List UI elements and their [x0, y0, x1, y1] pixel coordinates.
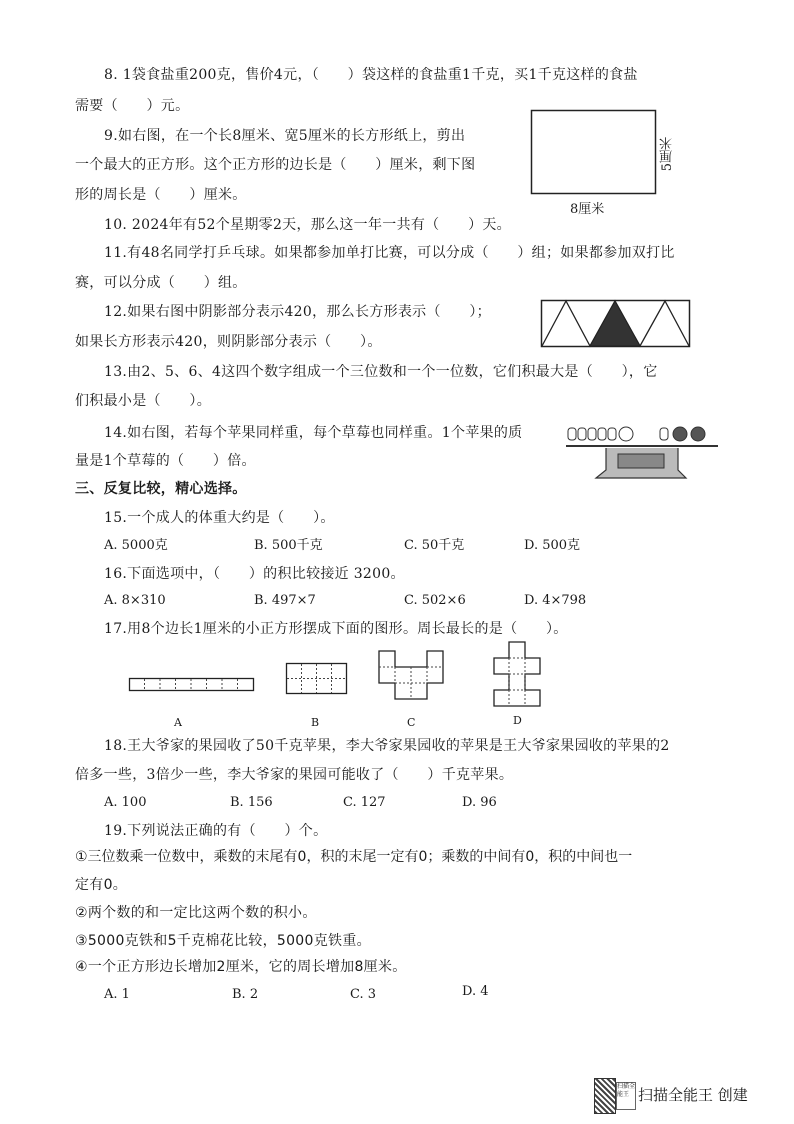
q14-balance-scale-figure	[566, 418, 722, 484]
q15-option-c: C. 50千克	[404, 538, 465, 553]
q16-option-b: B. 497×7	[254, 593, 316, 608]
q16-option-d: D. 4×798	[524, 593, 587, 608]
q19-statement-4: ④一个正方形边长增加2厘米，它的周长增加8厘米。	[75, 959, 407, 975]
q10-line: 10. 2024年有52个星期零2天，那么这一年一共有（ ）天。	[104, 217, 511, 233]
q17-figure-d	[493, 641, 541, 707]
q18-option-a: A. 100	[104, 795, 147, 810]
q13-line1: 13.由2、5、6、4这四个数字组成一个三位数和一个一位数，它们积最大是（ ），它	[104, 364, 658, 380]
q17-figure-a	[129, 678, 255, 692]
q16-option-c: C. 502×6	[404, 593, 466, 608]
q17-label-d: D	[513, 714, 522, 727]
q18-option-b: B. 156	[230, 795, 273, 810]
q19-option-b: B. 2	[232, 987, 259, 1002]
scanner-watermark	[594, 1078, 784, 1114]
q15-option-b: B. 500千克	[254, 538, 323, 553]
q19-statement-1b: 定有0。	[75, 877, 128, 893]
q19-statement-1a: ①三位数乘一位数中，乘数的末尾有0，积的末尾一定有0；乘数的中间有0，积的中间也一	[75, 849, 633, 865]
q19-line: 19.下列说法正确的有（ ）个。	[104, 823, 328, 839]
q16-line: 16.下面选项中，（ ）的积比较接近 3200。	[104, 566, 405, 582]
q17-label-b: B	[311, 716, 320, 729]
q15-line: 15.一个成人的体重大约是（ ）。	[104, 510, 335, 526]
q9-line3: 形的周长是（ ）厘米。	[75, 187, 247, 203]
q18-option-c: C. 127	[343, 795, 386, 810]
q19-statement-3: ③5000克铁和5千克棉花比较，5000克铁重。	[75, 933, 371, 949]
scanner-brand: 扫描全能王 创建	[638, 1086, 748, 1104]
q14-line1: 14.如右图，若每个苹果同样重，每个草莓也同样重。1个苹果的质	[104, 425, 523, 441]
q14-line2: 量是1个草莓的（ ）倍。	[75, 453, 256, 469]
q17-figure-c	[378, 650, 444, 700]
q9-line1: 9.如右图，在一个长8厘米、宽5厘米的长方形纸上，剪出	[104, 128, 466, 144]
qr-caption: 扫描全能王	[616, 1082, 636, 1110]
q13-line2: 们积最小是（ ）。	[75, 393, 211, 409]
q19-statement-2: ②两个数的和一定比这两个数的积小。	[75, 905, 317, 921]
q12-line1: 12.如果右图中阴影部分表示420，那么长方形表示（ ）；	[104, 304, 491, 320]
q8-line1: 8. 1袋食盐重200克，售价4元，（ ）袋这样的食盐重1千克，买1千克这样的食盐	[104, 67, 638, 83]
q19-option-a: A. 1	[104, 987, 130, 1002]
section-3-title: 三、反复比较，精心选择。	[75, 481, 247, 497]
q9-width-label: 8厘米	[570, 202, 605, 217]
qr-code-icon	[594, 1078, 616, 1114]
q9-height-label: 5厘米	[660, 137, 675, 172]
q19-option-d: D. 4	[462, 984, 489, 999]
q19-option-c: C. 3	[350, 987, 377, 1002]
q18-line2: 倍多一些，3倍少一些，李大爷家的果园可能收了（ ）千克苹果。	[75, 767, 514, 783]
q12-triangle-figure	[541, 300, 691, 348]
q9-line2: 一个最大的正方形。这个正方形的边长是（ ）厘米，剩下图	[75, 157, 476, 173]
q17-label-a: A	[174, 716, 182, 729]
q8-line2: 需要（ ）元。	[75, 98, 190, 114]
q15-option-d: D. 500克	[524, 538, 581, 553]
q9-rectangle-figure	[531, 110, 661, 195]
q17-label-c: C	[407, 716, 416, 729]
q18-line1: 18.王大爷家的果园收了50千克苹果，李大爷家果园收的苹果是王大爷家果园收的苹果的2	[104, 738, 670, 754]
q18-option-d: D. 96	[462, 795, 497, 810]
q12-shaded-triangle	[590, 301, 640, 346]
q12-line2: 如果长方形表示420，则阴影部分表示（ ）。	[75, 334, 382, 350]
q17-figure-b	[286, 663, 348, 695]
q16-option-a: A. 8×310	[104, 593, 166, 608]
q11-line1: 11.有48名同学打乒乓球。如果都参加单打比赛，可以分成（ ）组；如果都参加双打比	[104, 245, 675, 261]
q9-rectangle	[532, 111, 656, 194]
q11-line2: 赛，可以分成（ ）组。	[75, 275, 247, 291]
q17-line: 17.用8个边长1厘米的小正方形摆成下面的图形。周长最长的是（ ）。	[104, 621, 568, 637]
q15-option-a: A. 5000克	[104, 538, 168, 553]
